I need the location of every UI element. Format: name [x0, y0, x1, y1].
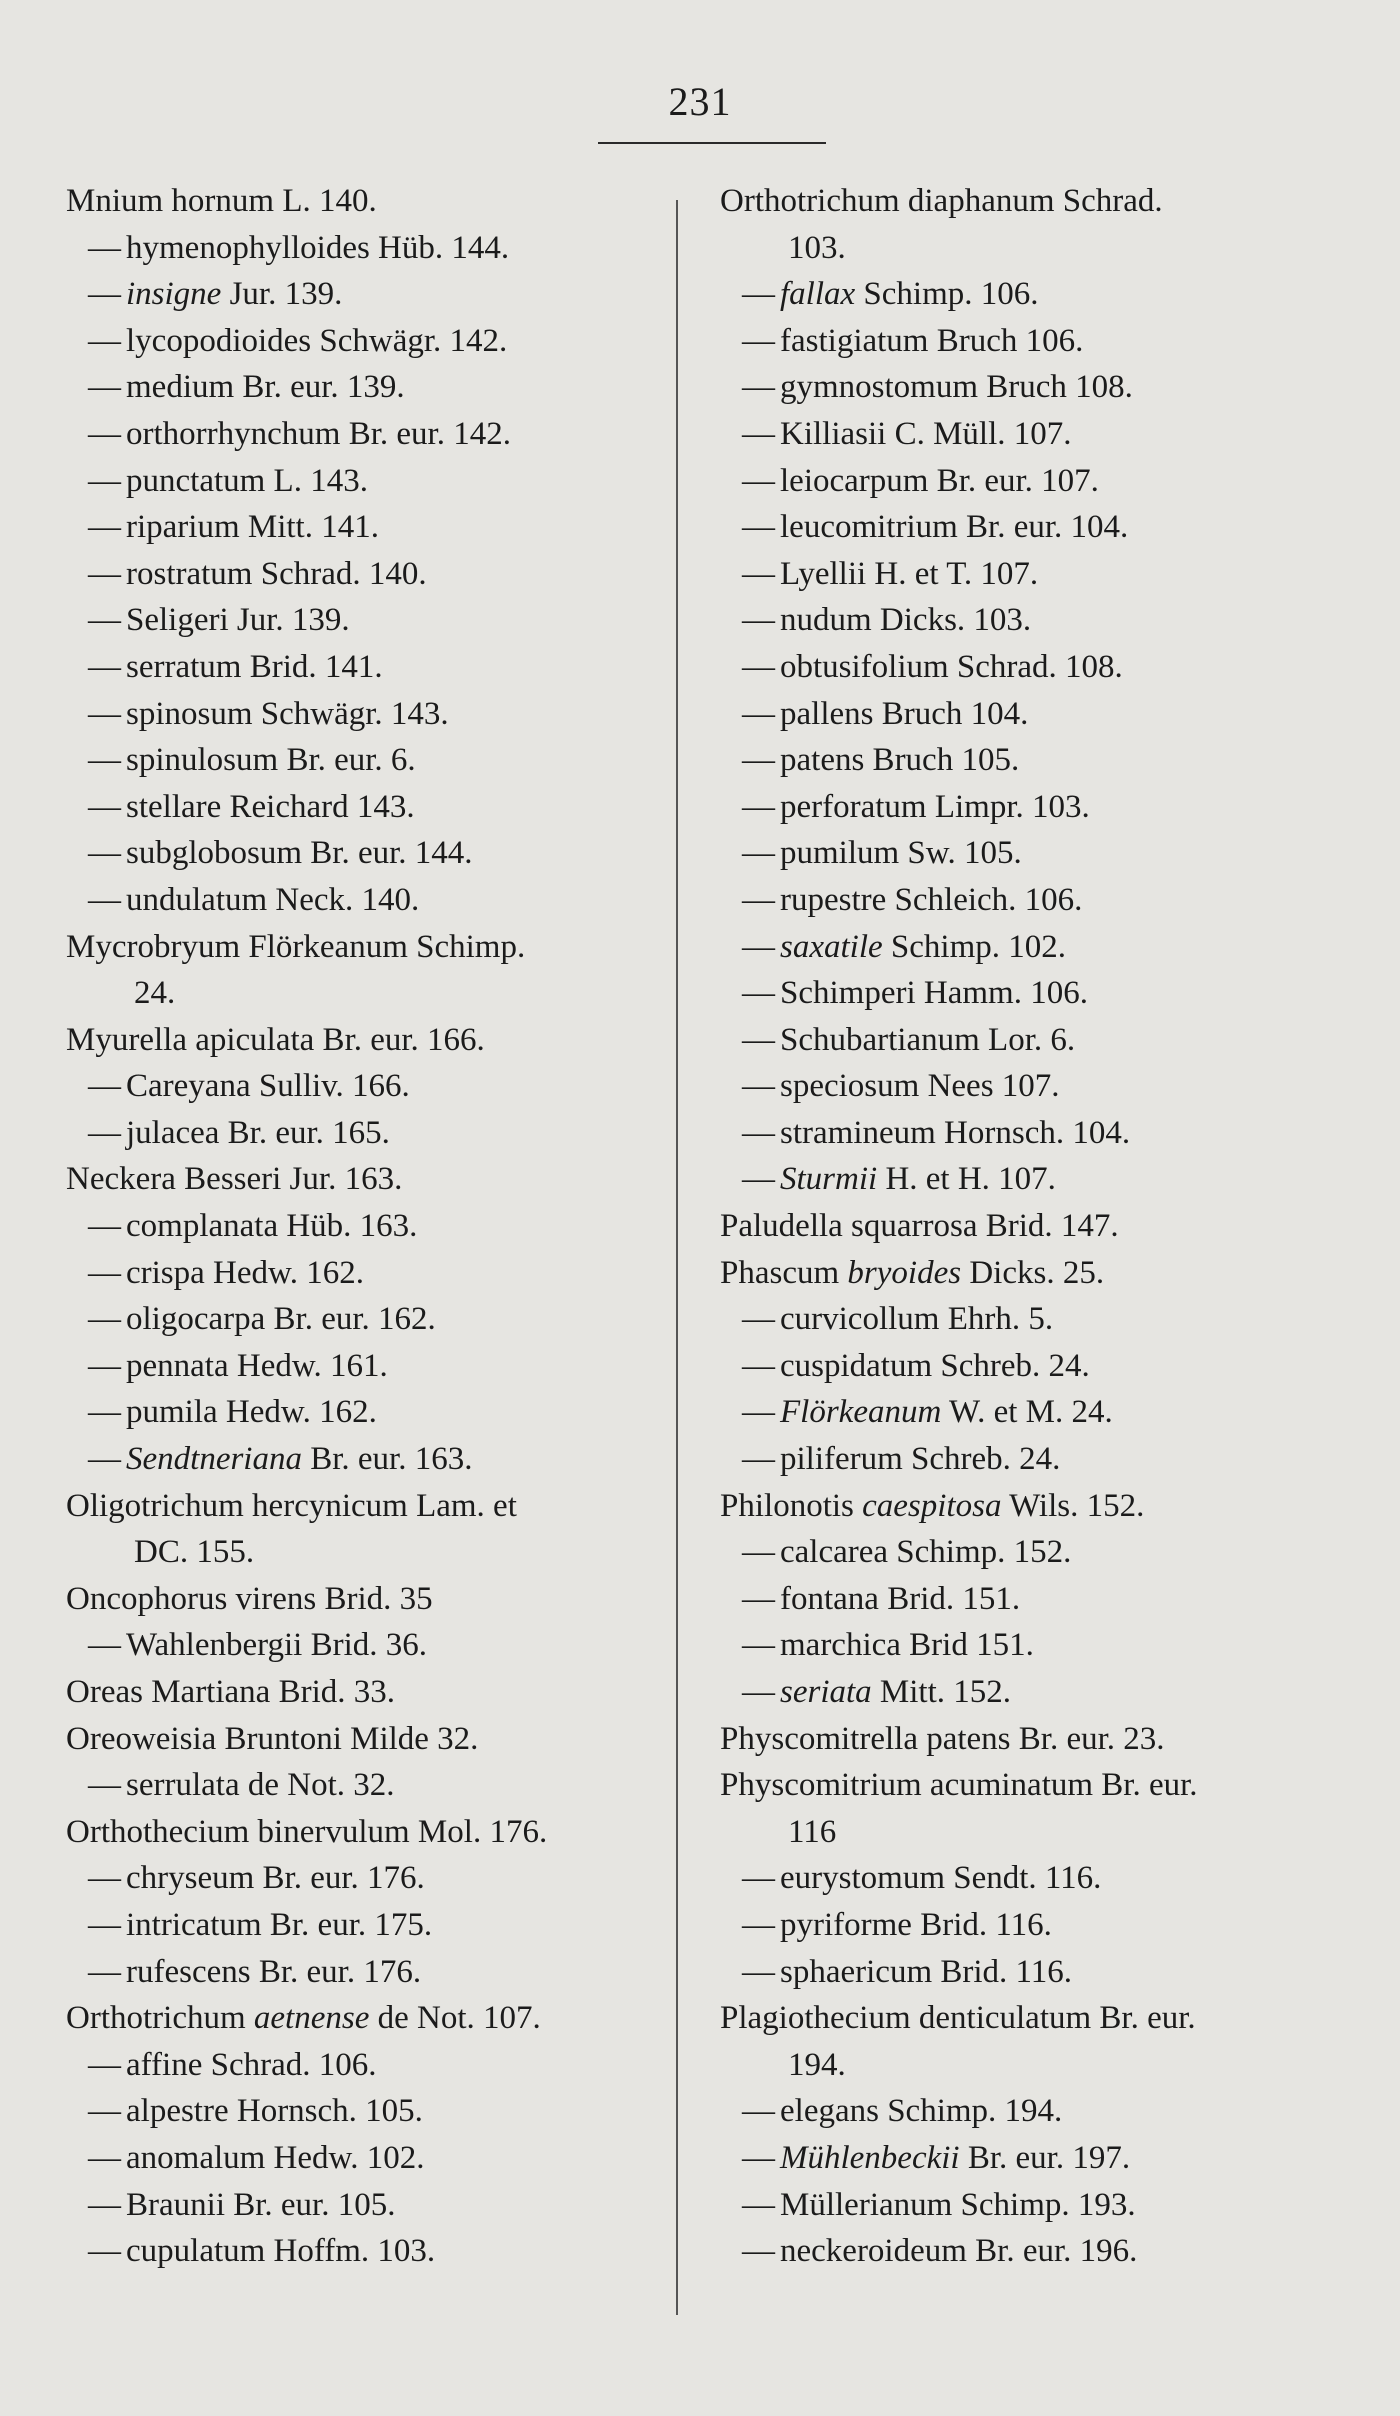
ditto-dash: —: [742, 1860, 775, 1897]
ditto-dash: —: [88, 1767, 121, 1804]
index-entry-text: Schimp. 102.: [882, 928, 1066, 965]
ditto-dash: —: [88, 1627, 121, 1664]
ditto-dash: —: [742, 509, 775, 546]
index-entry-text: Br. eur. 197.: [959, 2139, 1131, 2176]
index-entry-text: orthorrhynchum Br. eur. 142.: [126, 415, 511, 452]
index-entry-species: [720, 644, 1350, 691]
index-entry-text: chryseum Br. eur. 176.: [126, 1860, 425, 1897]
index-entry-continuation: [66, 1529, 671, 1576]
index-entry-species: [66, 1436, 671, 1483]
ditto-dash: —: [88, 1394, 121, 1431]
index-entry-text: Dicks. 25.: [961, 1254, 1105, 1291]
index-entry-species: [66, 1203, 671, 1250]
index-entry-text: punctatum L. 143.: [126, 462, 368, 499]
index-entry-genus: [66, 1669, 671, 1716]
index-entry-text: Seligeri Jur. 139.: [126, 602, 350, 639]
index-entry-species: [720, 784, 1350, 831]
ditto-dash: —: [88, 1254, 121, 1291]
index-entry-species: [66, 597, 671, 644]
index-entry-text: Orthotrichum: [66, 2000, 254, 2037]
index-entry-text: nudum Dicks. 103.: [780, 602, 1032, 639]
ditto-dash: —: [742, 1347, 775, 1384]
index-entry-species: [66, 225, 671, 272]
ditto-dash: —: [88, 415, 121, 452]
index-entry-species: [66, 830, 671, 877]
index-entry-text: 24.: [134, 975, 176, 1012]
ditto-dash: —: [742, 415, 775, 452]
index-entry-text: piliferum Schreb. 24.: [780, 1441, 1061, 1478]
index-entry-species: [720, 271, 1350, 318]
index-entry-italic-text: Mühlenbeckii: [780, 2139, 960, 2176]
ditto-dash: —: [742, 881, 775, 918]
index-entry-genus: [66, 178, 671, 225]
index-entry-species: [720, 1902, 1350, 1949]
ditto-dash: —: [742, 1627, 775, 1664]
index-entry-species: [720, 1343, 1350, 1390]
ditto-dash: —: [742, 322, 775, 359]
index-entry-text: Oreoweisia Bruntoni Milde 32.: [66, 1720, 479, 1757]
index-entry-text: Mycrobryum Flörkeanum Schimp.: [66, 928, 526, 965]
index-entry-text: 116: [788, 1813, 837, 1850]
index-entry-species: [720, 458, 1350, 505]
index-entry-italic-text: caespitosa: [862, 1487, 1002, 1524]
index-entry-text: rupestre Schleich. 106.: [780, 881, 1083, 918]
index-entry-text: affine Schrad. 106.: [126, 2046, 377, 2083]
ditto-dash: —: [742, 1906, 775, 1943]
index-entry-text: patens Bruch 105.: [780, 742, 1020, 779]
index-entry-species: [66, 1110, 671, 1157]
index-entry-text: sphaericum Brid. 116.: [780, 1953, 1073, 1990]
index-entry-species: [66, 1762, 671, 1809]
index-entry-genus: [720, 1483, 1350, 1530]
ditto-dash: —: [742, 742, 775, 779]
index-entry-text: rufescens Br. eur. 176.: [126, 1953, 422, 1990]
index-entry-species: [720, 597, 1350, 644]
index-entry-text: anomalum Hedw. 102.: [126, 2139, 425, 2176]
index-entry-species: [66, 644, 671, 691]
index-entry-text: speciosum Nees 107.: [780, 1068, 1060, 1105]
ditto-dash: —: [88, 1114, 121, 1151]
ditto-dash: —: [742, 1021, 775, 1058]
index-entry-text: marchica Brid 151.: [780, 1627, 1034, 1664]
index-entry-species: [720, 2135, 1350, 2182]
index-entry-text: neckeroideum Br. eur. 196.: [780, 2233, 1138, 2270]
ditto-dash: —: [88, 322, 121, 359]
index-entry-species: [720, 551, 1350, 598]
index-entry-italic-text: seriata: [780, 1674, 872, 1710]
page-number: 231: [668, 79, 732, 124]
index-entry-text: de Not. 107.: [369, 2000, 541, 2037]
ditto-dash: —: [742, 555, 775, 592]
index-entry-text: Oligotrichum hercynicum Lam. et: [66, 1487, 517, 1524]
index-entry-species: [66, 458, 671, 505]
index-entry-text: Physcomitrium acuminatum Br. eur.: [720, 1767, 1198, 1804]
index-entry-species: [66, 1949, 671, 1996]
index-entry-species: [720, 1017, 1350, 1064]
index-entry-text: Schimperi Hamm. 106.: [780, 975, 1088, 1012]
index-entry-species: [66, 364, 671, 411]
ditto-dash: —: [88, 648, 121, 685]
ditto-dash: —: [88, 1953, 121, 1990]
ditto-dash: —: [742, 369, 775, 406]
index-entry-text: Physcomitrella patens Br. eur. 23.: [720, 1720, 1165, 1757]
index-entry-species: [720, 1063, 1350, 1110]
index-entry-genus: [66, 1716, 671, 1763]
index-entry-text: curvicollum Ehrh. 5.: [780, 1301, 1054, 1338]
index-entry-genus: [66, 1156, 671, 1203]
ditto-dash: —: [742, 1068, 775, 1105]
ditto-dash: —: [742, 928, 775, 965]
index-entry-text: serrulata de Not. 32.: [126, 1767, 395, 1804]
index-entry-species: [720, 737, 1350, 784]
index-entry-text: fontana Brid. 151.: [780, 1580, 1021, 1617]
index-entry-text: 103.: [788, 229, 846, 266]
ditto-dash: —: [88, 1068, 121, 1105]
index-entry-species: [66, 737, 671, 784]
index-entry-text: perforatum Limpr. 103.: [780, 788, 1090, 825]
index-entry-text: Wahlenbergii Brid. 36.: [126, 1627, 428, 1664]
index-entry-species: [720, 691, 1350, 738]
index-entry-continuation: [720, 225, 1350, 272]
index-entry-species: [66, 1389, 671, 1436]
index-entry-text: Oreas Martiana Brid. 33.: [66, 1674, 395, 1710]
index-entry-species: [720, 318, 1350, 365]
index-entry-genus: [720, 1995, 1350, 2042]
index-entry-italic-text: bryoides: [847, 1254, 962, 1291]
index-entry-text: Wils. 152.: [1001, 1487, 1145, 1524]
index-entry-text: leucomitrium Br. eur. 104.: [780, 509, 1129, 546]
index-entry-species: [720, 877, 1350, 924]
index-entry-genus: [66, 1809, 671, 1856]
index-entry-species: [720, 924, 1350, 971]
index-entry-species: [66, 877, 671, 924]
ditto-dash: —: [742, 1580, 775, 1617]
index-entry-species: [720, 1576, 1350, 1623]
index-entry-text: spinulosum Br. eur. 6.: [126, 742, 416, 779]
index-entry-text: Schimp. 106.: [855, 276, 1039, 313]
index-entry-species: [720, 2182, 1350, 2229]
index-entry-text: stellare Reichard 143.: [126, 788, 415, 825]
index-entry-italic-text: insigne: [126, 276, 222, 313]
index-entry-text: intricatum Br. eur. 175.: [126, 1906, 433, 1943]
ditto-dash: —: [88, 1860, 121, 1897]
ditto-dash: —: [742, 648, 775, 685]
index-entry-text: Paludella squarrosa Brid. 147.: [720, 1208, 1119, 1245]
index-entry-species: [66, 1622, 671, 1669]
index-entry-text: Oncophorus virens Brid. 35: [66, 1580, 433, 1617]
index-entry-species: [66, 2042, 671, 2089]
ditto-dash: —: [88, 369, 121, 406]
index-entry-text: pumila Hedw. 162.: [126, 1394, 377, 1431]
ditto-dash: —: [88, 509, 121, 546]
index-entry-text: riparium Mitt. 141.: [126, 509, 379, 546]
index-entry-text: Mitt. 152.: [871, 1674, 1012, 1710]
left-index-column: [66, 178, 671, 2275]
ditto-dash: —: [88, 2139, 121, 2176]
ditto-dash: —: [742, 2186, 775, 2223]
ditto-dash: —: [742, 1114, 775, 1151]
index-entry-text: H. et H. 107.: [877, 1161, 1056, 1198]
ditto-dash: —: [88, 881, 121, 918]
ditto-dash: —: [88, 602, 121, 639]
index-entry-text: W. et M. 24.: [941, 1394, 1113, 1431]
index-entry-text: Braunii Br. eur. 105.: [126, 2186, 396, 2223]
index-entry-species: [66, 1343, 671, 1390]
index-entry-text: Philonotis: [720, 1487, 863, 1524]
index-entry-text: cuspidatum Schreb. 24.: [780, 1347, 1090, 1384]
ditto-dash: —: [88, 555, 121, 592]
index-entry-genus: [720, 1716, 1350, 1763]
index-entry-italic-text: Sturmii: [780, 1161, 878, 1198]
index-entry-text: Careyana Sulliv. 166.: [126, 1068, 410, 1105]
ditto-dash: —: [742, 276, 775, 313]
ditto-dash: —: [88, 1301, 121, 1338]
index-entry-species: [66, 1296, 671, 1343]
index-entry-text: serratum Brid. 141.: [126, 648, 383, 685]
index-entry-text: obtusifolium Schrad. 108.: [780, 648, 1123, 685]
index-entry-species: [720, 1436, 1350, 1483]
index-entry-genus: [66, 1017, 671, 1064]
index-entry-species: [66, 411, 671, 458]
ditto-dash: —: [742, 975, 775, 1012]
ditto-dash: —: [742, 1161, 775, 1198]
index-entry-species: [720, 830, 1350, 877]
index-entry-text: Myurella apiculata Br. eur. 166.: [66, 1021, 485, 1058]
index-entry-text: pumilum Sw. 105.: [780, 835, 1022, 872]
right-index-column: [720, 178, 1350, 2275]
index-entry-text: cupulatum Hoffm. 103.: [126, 2233, 436, 2270]
ditto-dash: —: [88, 462, 121, 499]
ditto-dash: —: [742, 788, 775, 825]
page-number-rule: [598, 142, 826, 144]
index-entry-text: alpestre Hornsch. 105.: [126, 2093, 423, 2130]
index-entry-italic-text: fallax: [780, 276, 856, 313]
index-entry-text: calcarea Schimp. 152.: [780, 1534, 1072, 1571]
index-entry-text: DC. 155.: [134, 1534, 255, 1571]
ditto-dash: —: [742, 462, 775, 499]
ditto-dash: —: [742, 2093, 775, 2130]
index-entry-genus: [66, 1483, 671, 1530]
index-entry-italic-text: aetnense: [253, 2000, 370, 2037]
index-entry-species: [720, 1855, 1350, 1902]
index-entry-genus: [66, 1576, 671, 1623]
index-entry-species: [720, 504, 1350, 551]
index-entry-continuation: [720, 2042, 1350, 2089]
index-entry-genus: [66, 924, 671, 971]
ditto-dash: —: [88, 2046, 121, 2083]
ditto-dash: —: [742, 1534, 775, 1571]
index-entry-text: Phascum: [720, 1254, 848, 1291]
index-entry-text: Plagiothecium denticulatum Br. eur.: [720, 2000, 1196, 2037]
index-entry-species: [66, 271, 671, 318]
index-entry-text: medium Br. eur. 139.: [126, 369, 405, 406]
ditto-dash: —: [88, 229, 121, 266]
index-entry-text: undulatum Neck. 140.: [126, 881, 420, 918]
ditto-dash: —: [742, 1394, 775, 1431]
index-entry-species: [720, 1949, 1350, 1996]
index-entry-genus: [720, 1762, 1350, 1809]
index-entry-species: [720, 411, 1350, 458]
index-entry-species: [66, 691, 671, 738]
index-entry-text: elegans Schimp. 194.: [780, 2093, 1063, 2130]
index-entry-italic-text: Sendtneriana: [126, 1441, 302, 1478]
ditto-dash: —: [88, 1906, 121, 1943]
index-entry-text: Br. eur. 163.: [301, 1441, 473, 1478]
ditto-dash: —: [742, 2233, 775, 2270]
index-entry-text: Neckera Besseri Jur. 163.: [66, 1161, 403, 1198]
index-entry-species: [720, 2088, 1350, 2135]
index-entry-text: Orthotrichum diaphanum Schrad.: [720, 183, 1163, 219]
index-entry-text: hymenophylloides Hüb. 144.: [126, 229, 510, 266]
index-entry-genus: [66, 1995, 671, 2042]
index-entry-text: leiocarpum Br. eur. 107.: [780, 462, 1099, 499]
ditto-dash: —: [88, 1347, 121, 1384]
ditto-dash: —: [88, 2093, 121, 2130]
ditto-dash: —: [742, 1953, 775, 1990]
index-entry-species: [66, 1855, 671, 1902]
index-entry-text: pennata Hedw. 161.: [126, 1347, 388, 1384]
index-entry-continuation: [66, 970, 671, 1017]
index-entry-species: [720, 2228, 1350, 2275]
index-entry-text: pyriforme Brid. 116.: [780, 1906, 1052, 1943]
ditto-dash: —: [88, 276, 121, 313]
ditto-dash: —: [742, 695, 775, 732]
index-entry-species: [66, 2228, 671, 2275]
index-entry-text: julacea Br. eur. 165.: [126, 1114, 390, 1151]
index-entry-text: spinosum Schwägr. 143.: [126, 695, 449, 732]
index-entry-species: [66, 1902, 671, 1949]
index-entry-species: [66, 784, 671, 831]
index-entry-italic-text: saxatile: [780, 928, 883, 965]
index-entry-text: pallens Bruch 104.: [780, 695, 1029, 732]
index-entry-text: stramineum Hornsch. 104.: [780, 1114, 1131, 1151]
index-entry-genus: [720, 178, 1350, 225]
ditto-dash: —: [742, 1441, 775, 1478]
index-entry-text: lycopodioides Schwägr. 142.: [126, 322, 508, 359]
ditto-dash: —: [88, 1208, 121, 1245]
index-entry-species: [720, 364, 1350, 411]
index-entry-text: subglobosum Br. eur. 144.: [126, 835, 473, 872]
index-entry-text: 194.: [788, 2046, 846, 2083]
index-entry-text: gymnostomum Bruch 108.: [780, 369, 1133, 406]
index-entry-species: [66, 2135, 671, 2182]
ditto-dash: —: [742, 835, 775, 872]
ditto-dash: —: [742, 2139, 775, 2176]
column-divider: [676, 200, 678, 2315]
ditto-dash: —: [88, 742, 121, 779]
index-entry-genus: [720, 1203, 1350, 1250]
index-entry-text: Orthothecium binervulum Mol. 176.: [66, 1813, 548, 1850]
index-entry-text: crispa Hedw. 162.: [126, 1254, 364, 1291]
index-entry-text: Mnium hornum L. 140.: [66, 183, 377, 219]
index-entry-species: [720, 970, 1350, 1017]
index-entry-text: Schubartianum Lor. 6.: [780, 1021, 1076, 1058]
index-entry-text: Müllerianum Schimp. 193.: [780, 2186, 1136, 2223]
index-entry-genus: [720, 1250, 1350, 1297]
ditto-dash: —: [88, 835, 121, 872]
index-entry-species: [66, 1063, 671, 1110]
ditto-dash: —: [742, 1674, 775, 1710]
index-entry-species: [66, 2088, 671, 2135]
index-entry-species: [720, 1389, 1350, 1436]
index-entry-species: [66, 1250, 671, 1297]
index-entry-text: oligocarpa Br. eur. 162.: [126, 1301, 436, 1338]
index-entry-species: [66, 2182, 671, 2229]
index-entry-species: [66, 318, 671, 365]
index-entry-species: [66, 551, 671, 598]
index-entry-italic-text: Flörkeanum: [780, 1394, 942, 1431]
index-entry-text: Lyellii H. et T. 107.: [780, 555, 1039, 592]
ditto-dash: —: [742, 1301, 775, 1338]
index-entry-species: [720, 1296, 1350, 1343]
index-entry-text: complanata Hüb. 163.: [126, 1208, 418, 1245]
index-entry-continuation: [720, 1809, 1350, 1856]
index-entry-text: eurystomum Sendt. 116.: [780, 1860, 1102, 1897]
ditto-dash: —: [742, 602, 775, 639]
ditto-dash: —: [88, 695, 121, 732]
ditto-dash: —: [88, 2233, 121, 2270]
index-entry-text: fastigiatum Bruch 106.: [780, 322, 1084, 359]
index-entry-text: Jur. 139.: [221, 276, 343, 313]
index-entry-species: [720, 1669, 1350, 1716]
index-entry-species: [720, 1156, 1350, 1203]
index-entry-species: [66, 504, 671, 551]
ditto-dash: —: [88, 1441, 121, 1478]
ditto-dash: —: [88, 788, 121, 825]
index-entry-species: [720, 1529, 1350, 1576]
index-entry-text: Killiasii C. Müll. 107.: [780, 415, 1072, 452]
index-entry-species: [720, 1622, 1350, 1669]
index-entry-species: [720, 1110, 1350, 1157]
ditto-dash: —: [88, 2186, 121, 2223]
index-entry-text: rostratum Schrad. 140.: [126, 555, 427, 592]
